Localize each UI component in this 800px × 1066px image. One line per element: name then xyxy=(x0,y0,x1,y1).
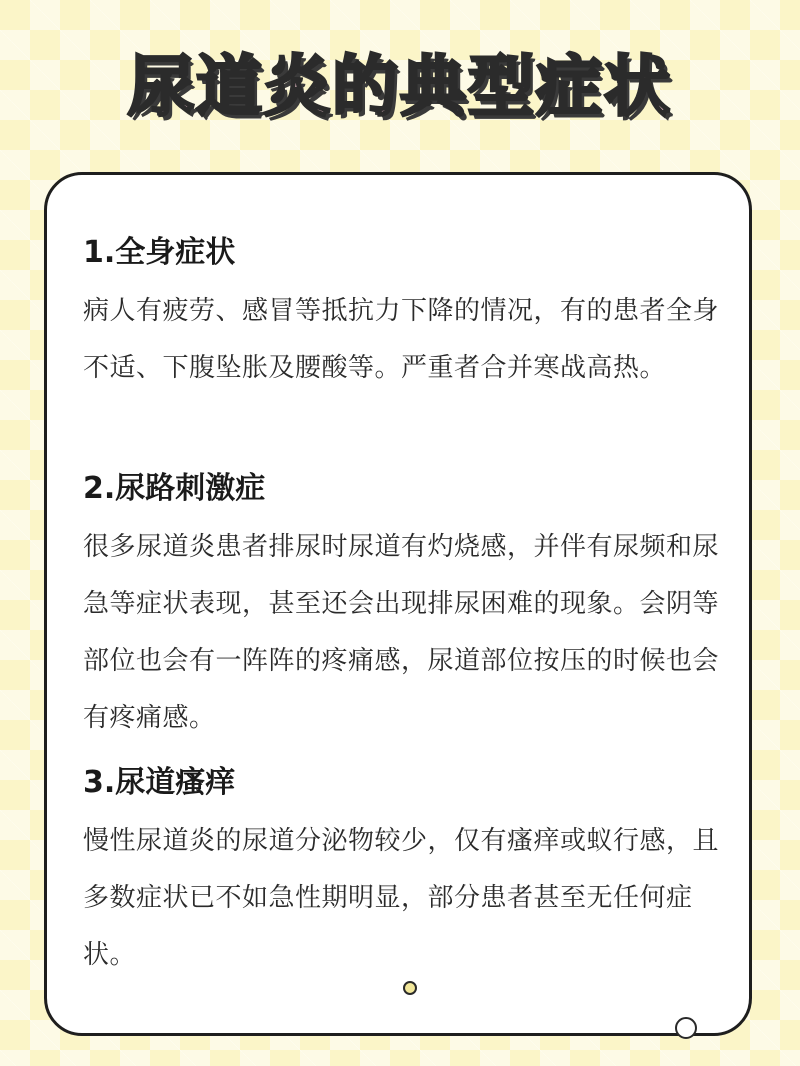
decorative-ring xyxy=(675,1017,697,1039)
section-urinary-irritation xyxy=(83,469,733,747)
decorative-dot xyxy=(403,981,417,995)
section-urethral-itching xyxy=(83,763,733,984)
section-body: 病人有疲劳、感冒等抵抗力下降的情况，有的患者全身不适、下腹坠胀及腰酸等。严重者合并寒战高热。 xyxy=(83,296,720,383)
section-systemic-symptoms xyxy=(83,233,733,397)
section-body: 很多尿道炎患者排尿时尿道有灼烧感，并伴有尿频和尿急等症状表现，甚至还会出现排尿困难的现象。会阴等部位也会有一阵阵的疼痛感，尿道部位按压的时候也会有疼痛感。 xyxy=(83,532,720,733)
section-body: 慢性尿道炎的尿道分泌物较少，仅有瘙痒或蚁行感，且多数症状已不如急性期明显，部分患者甚至无任何症状。 xyxy=(83,826,720,970)
section-heading: 2.尿路刺激症 xyxy=(83,471,266,506)
content-card xyxy=(44,172,752,1036)
section-heading: 1.全身症状 xyxy=(83,235,236,270)
page-title: 尿道炎的典型症状 xyxy=(128,48,672,125)
section-heading: 3.尿道瘙痒 xyxy=(83,765,236,800)
